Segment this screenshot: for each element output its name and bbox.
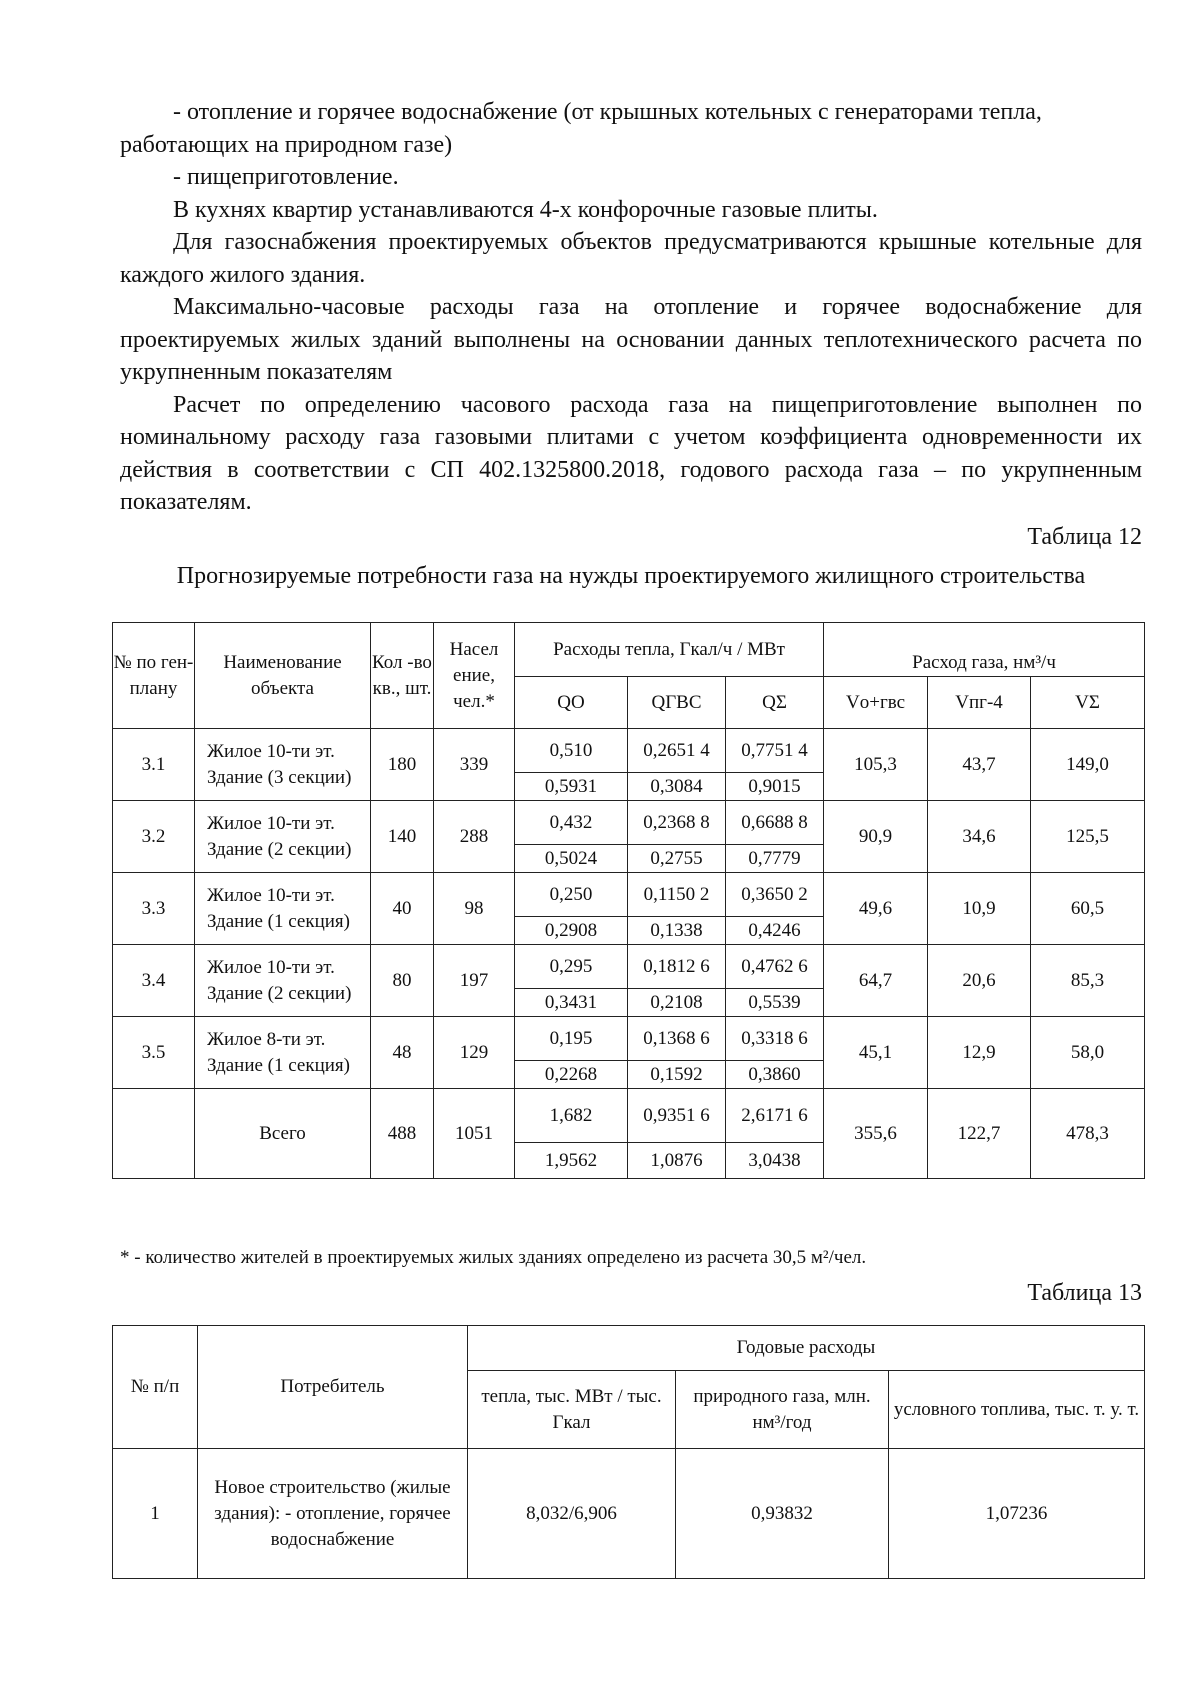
cell-qo-gcal: 0,195 — [515, 1017, 628, 1061]
cell-qo-gcal: 0,250 — [515, 873, 628, 917]
cell-name: Всего — [195, 1089, 371, 1179]
table-row — [113, 1017, 1145, 1061]
cell-qty: 180 — [371, 729, 434, 801]
t13-cell-num: 1 — [113, 1449, 198, 1579]
table12-footnote: * - количество жителей в проектируемых жилых зданиях определено из расчета 30,5 м²/чел. — [120, 1247, 867, 1268]
cell-qsum-mw: 0,4246 — [726, 917, 824, 945]
header-vpg: Vпг-4 — [928, 677, 1031, 729]
t13-header-heat: тепла, тыс. МВт / тыс. Гкал — [468, 1371, 676, 1449]
t13-header-fuel: условного топлива, тыс. т. у. т. — [889, 1371, 1145, 1449]
cell-qsum-gcal: 0,3318 6 — [726, 1017, 824, 1061]
header-pop: Насел ение, чел.* — [434, 623, 515, 729]
cell-name: Жилое 10-ти эт. Здание (1 секция) — [195, 873, 371, 945]
header-qsum: QΣ — [726, 677, 824, 729]
cell-qgvs-gcal: 0,1150 2 — [628, 873, 726, 917]
paragraph: Расчет по определению часового расхода газа на пищеприготовление выполнен по номинальному расходу газа газовыми плитами с учетом коэффициента одновременности их действия в соответствии с СП 402.1325800.2018, годового расхода газа – по укрупненным показателям. — [120, 391, 1142, 515]
cell-qgvs-gcal: 0,1368 6 — [628, 1017, 726, 1061]
cell-qgvs-mw: 0,1592 — [628, 1061, 726, 1089]
cell-qo-gcal: 0,510 — [515, 729, 628, 773]
cell-vpg: 12,9 — [928, 1017, 1031, 1089]
table-row — [113, 729, 1145, 773]
paragraph: - пищеприготовление. — [173, 164, 399, 190]
t13-cell-fuel: 1,07236 — [889, 1449, 1145, 1579]
cell-name: Жилое 10-ти эт. Здание (2 секции) — [195, 945, 371, 1017]
cell-qo-mw: 0,2908 — [515, 917, 628, 945]
table-row — [113, 873, 1145, 917]
cell-vo: 64,7 — [824, 945, 928, 1017]
cell-qty: 40 — [371, 873, 434, 945]
cell-vsum: 149,0 — [1031, 729, 1145, 801]
cell-qgvs-gcal: 0,1812 6 — [628, 945, 726, 989]
paragraph: Для газоснабжения проектируемых объектов предусматриваются крышные котельные для каждого жилого здания. — [120, 229, 1142, 288]
cell-pop: 288 — [434, 801, 515, 873]
cell-qo-mw: 0,2268 — [515, 1061, 628, 1089]
header-name: Наименование объекта — [195, 623, 371, 729]
cell-qsum-mw: 0,3860 — [726, 1061, 824, 1089]
cell-pop: 98 — [434, 873, 515, 945]
table12-body — [113, 729, 1145, 1179]
cell-vo: 105,3 — [824, 729, 928, 801]
table12-number: Таблица 12 — [1027, 524, 1142, 550]
header-qgvs: QГВС — [628, 677, 726, 729]
cell-qgvs-gcal: 0,9351 6 — [628, 1089, 726, 1143]
cell-pop: 129 — [434, 1017, 515, 1089]
cell-vpg: 34,6 — [928, 801, 1031, 873]
cell-qty: 80 — [371, 945, 434, 1017]
cell-vo: 90,9 — [824, 801, 928, 873]
cell-qgvs-gcal: 0,2651 4 — [628, 729, 726, 773]
cell-vpg: 20,6 — [928, 945, 1031, 1017]
cell-qgvs-mw: 0,3084 — [628, 773, 726, 801]
cell-vo: 49,6 — [824, 873, 928, 945]
cell-vo: 355,6 — [824, 1089, 928, 1179]
header-heat-group: Расходы тепла, Гкал/ч / МВт — [515, 623, 824, 677]
t13-header-num: № п/п — [113, 1326, 198, 1449]
cell-qsum-mw: 0,9015 — [726, 773, 824, 801]
table-row — [113, 945, 1145, 989]
header-qo: QO — [515, 677, 628, 729]
cell-pop: 197 — [434, 945, 515, 1017]
cell-num: 3.2 — [113, 801, 195, 873]
paragraph: Максимально-часовые расходы газа на отопление и горячее водоснабжение для проектируемых жилых зданий выполнены на основании данных теплотехнического расчета по укрупненным показателям — [120, 294, 1142, 385]
body-text — [120, 96, 1142, 519]
cell-qo-gcal: 0,295 — [515, 945, 628, 989]
table-row — [113, 801, 1145, 845]
header-qty: Кол -во кв., шт. — [371, 623, 434, 729]
t13-cell-heat: 8,032/6,906 — [468, 1449, 676, 1579]
cell-qo-mw: 1,9562 — [515, 1143, 628, 1179]
cell-vpg: 122,7 — [928, 1089, 1031, 1179]
t13-header-consumer: Потребитель — [198, 1326, 468, 1449]
cell-num: 3.5 — [113, 1017, 195, 1089]
cell-num: 3.1 — [113, 729, 195, 801]
cell-qty: 48 — [371, 1017, 434, 1089]
t13-cell-gas: 0,93832 — [676, 1449, 889, 1579]
header-vo: Vо+гвс — [824, 677, 928, 729]
cell-qsum-mw: 0,5539 — [726, 989, 824, 1017]
cell-qsum-gcal: 0,6688 8 — [726, 801, 824, 845]
header-num: № по ген-плану — [113, 623, 195, 729]
cell-vsum: 58,0 — [1031, 1017, 1145, 1089]
cell-num — [113, 1089, 195, 1179]
cell-name: Жилое 8-ти эт. Здание (1 секция) — [195, 1017, 371, 1089]
cell-qgvs-gcal: 0,2368 8 — [628, 801, 726, 845]
t13-header-group: Годовые расходы — [468, 1326, 1145, 1371]
header-gas-group: Расход газа, нм³/ч — [824, 623, 1145, 677]
cell-qo-gcal: 0,432 — [515, 801, 628, 845]
table13-number: Таблица 13 — [1027, 1280, 1142, 1306]
cell-pop: 1051 — [434, 1089, 515, 1179]
cell-qgvs-mw: 0,2755 — [628, 845, 726, 873]
cell-qgvs-mw: 0,2108 — [628, 989, 726, 1017]
cell-qsum-gcal: 0,3650 2 — [726, 873, 824, 917]
t13-cell-consumer: Новое строительство (жилые здания): - отопление, горячее водоснабжение — [198, 1449, 468, 1579]
t13-header-gas: природного газа, млн. нм³/год — [676, 1371, 889, 1449]
cell-qo-mw: 0,5931 — [515, 773, 628, 801]
table12-title: Прогнозируемые потребности газа на нужды проектируемого жилищного строительства — [176, 563, 1086, 589]
cell-qty: 140 — [371, 801, 434, 873]
paragraph: - отопление и горячее водоснабжение (от крышных котельных с генераторами тепла, работающих на природном газе) — [120, 99, 1042, 158]
table-row — [113, 1089, 1145, 1143]
cell-name: Жилое 10-ти эт. Здание (2 секции) — [195, 801, 371, 873]
cell-vsum: 60,5 — [1031, 873, 1145, 945]
cell-vo: 45,1 — [824, 1017, 928, 1089]
cell-qsum-gcal: 2,6171 6 — [726, 1089, 824, 1143]
cell-vpg: 10,9 — [928, 873, 1031, 945]
cell-qo-gcal: 1,682 — [515, 1089, 628, 1143]
paragraph: В кухнях квартир устанавливаются 4-х конфорочные газовые плиты. — [173, 196, 878, 223]
header-vsum: VΣ — [1031, 677, 1145, 729]
cell-vsum: 478,3 — [1031, 1089, 1145, 1179]
cell-qgvs-mw: 1,0876 — [628, 1143, 726, 1179]
table12 — [112, 622, 1145, 1179]
cell-vsum: 85,3 — [1031, 945, 1145, 1017]
cell-name: Жилое 10-ти эт. Здание (3 секции) — [195, 729, 371, 801]
cell-pop: 339 — [434, 729, 515, 801]
cell-qsum-gcal: 0,7751 4 — [726, 729, 824, 773]
cell-num: 3.4 — [113, 945, 195, 1017]
cell-num: 3.3 — [113, 873, 195, 945]
cell-qsum-gcal: 0,4762 6 — [726, 945, 824, 989]
cell-qty: 488 — [371, 1089, 434, 1179]
table13 — [112, 1325, 1145, 1579]
cell-vsum: 125,5 — [1031, 801, 1145, 873]
cell-qgvs-mw: 0,1338 — [628, 917, 726, 945]
cell-qo-mw: 0,3431 — [515, 989, 628, 1017]
cell-qsum-mw: 3,0438 — [726, 1143, 824, 1179]
cell-qsum-mw: 0,7779 — [726, 845, 824, 873]
cell-vpg: 43,7 — [928, 729, 1031, 801]
cell-qo-mw: 0,5024 — [515, 845, 628, 873]
